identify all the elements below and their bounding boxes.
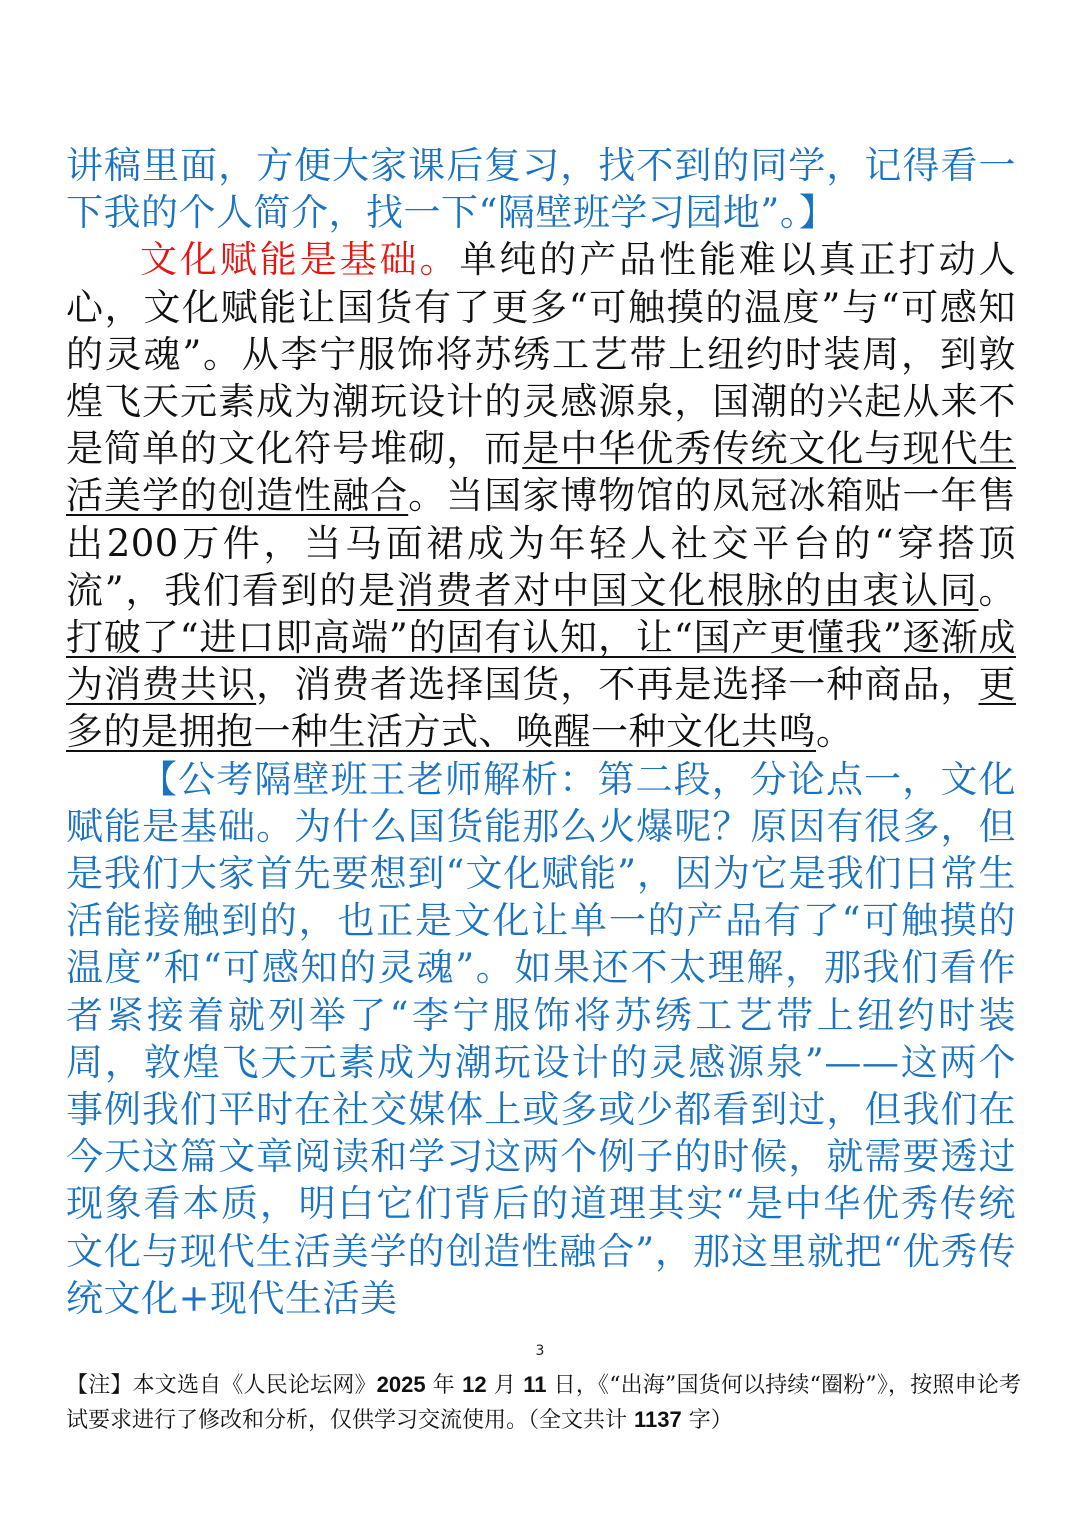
main-text-1: 单纯的产品性能难以真正打动人心，文化赋能让国货有了更多“可触摸的温度”与“可感知的灵魂”。从李宁服饰将苏绣工艺带上纽约时装周，到敦煌飞天元素成为潮玩设计的灵感源泉，国潮的兴起从来不是简单的文化符号堆砌，而 [66, 238, 1017, 471]
main-text-4: ，消费者选择国货，不再是选择一种商品， [256, 663, 979, 707]
footnote-day: 11 [523, 1372, 547, 1397]
footnote-text-d: 日，《“出海”国货何以持续“圈粉”》，按照申论考试要求进行了修改和分析，仅供学习交流使用。（全文共计 [66, 1373, 1021, 1433]
analysis-paragraph: 【公考隔壁班王老师解析：第二段，分论点一，文化赋能是基础。为什么国货能那么火爆呢？原因有很多，但是我们大家首先要想到“文化赋能”，因为它是我们日常生活能接触到的，也正是文化让单一的产品有了“可触摸的温度”和“可感知的灵魂”。如果还不太理解，那我们看作者紧接着就列举了“李宁服饰将苏绣工艺带上纽约时装周，敦煌飞天元素成为潮玩设计的灵感源泉”——这两个事例我们平时在社交媒体上或多或少都看到过，但我们在今天这篇文章阅读和学习这两个例子的时候，就需要透过现象看本质，明白它们背后的道理其实“是中华优秀传统文化与现代生活美学的创造性融合”，那这里就把“优秀传统文化+现代生活美 [66, 757, 1016, 1320]
footnote [66, 1368, 1021, 1438]
footnote-text-c: 月 [486, 1373, 524, 1398]
footnote-month: 12 [462, 1372, 487, 1397]
sub-argument-heading: 文化赋能是基础。 [140, 238, 460, 282]
underlined-point-3: 打破了“进口即高端”的固有认知，让“国产更懂我”逐渐成为消费共识 [66, 616, 1016, 707]
underlined-point-2: 消费者对中国文化根脉的由衷认同 [396, 568, 979, 612]
footnote-text-b: 年 [425, 1373, 463, 1398]
underlined-point-4: 更多的是拥抱一种生活方式、唤醒一种文化共鸣 [66, 663, 1017, 754]
article-body [66, 142, 1016, 1322]
main-paragraph [66, 236, 1016, 755]
footnote-word-count: 1137 [634, 1407, 682, 1432]
analysis-paragraph-tail: 讲稿里面，方便大家课后复习，找不到的同学，记得看一下我的个人简介，找一下“隔壁班学习园地”。】 [66, 144, 1016, 235]
footnote-year: 2025 [376, 1372, 426, 1397]
main-text-3: 。 [978, 568, 1017, 612]
page-number: 3 [535, 1343, 545, 1359]
main-text-5: 。 [816, 710, 854, 754]
main-text-2: 。当国家博物馆的凤冠冰箱贴一年售出200万件，当马面裙成为年轻人社交平台的“穿搭顶流”，我们看到的是 [66, 474, 1016, 612]
footnote-text-e: 字） [681, 1408, 733, 1433]
underlined-point-1: 是中华优秀传统文化与现代生活美学的创造性融合 [66, 427, 1016, 518]
footnote-text-a: 【注】本文选自《人民论坛网》 [66, 1373, 377, 1398]
